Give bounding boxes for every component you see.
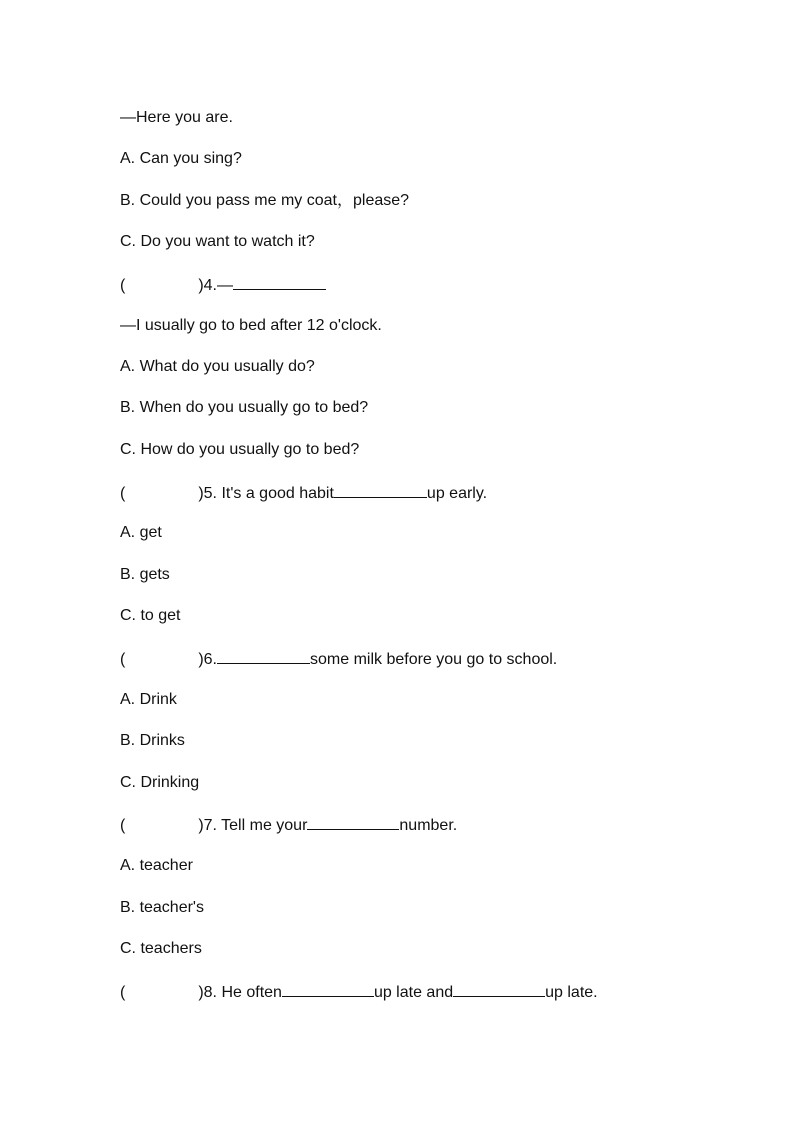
fill-blank bbox=[233, 274, 326, 290]
question-8 bbox=[120, 981, 598, 1003]
question-text-middle: up late and bbox=[373, 984, 454, 1001]
question-number: )4.— bbox=[198, 277, 233, 294]
paren-open: ( bbox=[120, 277, 126, 294]
question-4 bbox=[120, 274, 326, 296]
option-a: A. What do you usually do? bbox=[120, 358, 315, 375]
option-a: A. teacher bbox=[120, 857, 193, 874]
answer-line: —I usually go to bed after 12 o'clock. bbox=[120, 317, 382, 334]
option-c: C. Drinking bbox=[120, 774, 200, 791]
option-a: A. Drink bbox=[120, 691, 177, 708]
paren-open: ( bbox=[120, 651, 126, 668]
question-7 bbox=[120, 814, 457, 836]
paren-open: ( bbox=[120, 485, 126, 502]
question-text: )5. It's a good habit bbox=[198, 485, 334, 502]
question-text: )7. Tell me your bbox=[198, 817, 308, 834]
option-b: B. gets bbox=[120, 566, 170, 583]
option-b: B. teacher's bbox=[120, 899, 204, 916]
question-text: )8. He often bbox=[198, 984, 282, 1001]
fill-blank bbox=[453, 981, 545, 997]
question-text-after: number. bbox=[399, 817, 458, 834]
option-c: C. Do you want to watch it? bbox=[120, 233, 315, 250]
question-5 bbox=[120, 482, 487, 504]
option-a: A. get bbox=[120, 524, 162, 541]
question-text-after: up early. bbox=[426, 485, 488, 502]
option-b: B. Could you pass me my coat，please? bbox=[120, 192, 410, 209]
option-c: C. to get bbox=[120, 607, 181, 624]
fill-blank bbox=[282, 981, 374, 997]
question-6 bbox=[120, 648, 557, 670]
question-text-after: some milk before you go to school. bbox=[310, 651, 558, 668]
paren-open: ( bbox=[120, 984, 126, 1001]
fill-blank bbox=[307, 814, 399, 830]
answer-line: —Here you are. bbox=[120, 109, 233, 126]
question-text: )6. bbox=[198, 651, 217, 668]
option-c: C. teachers bbox=[120, 940, 202, 957]
question-text-after: up late. bbox=[545, 984, 598, 1001]
option-a: A. Can you sing? bbox=[120, 150, 242, 167]
option-b: B. Drinks bbox=[120, 732, 185, 749]
fill-blank bbox=[334, 482, 427, 498]
paren-open: ( bbox=[120, 817, 126, 834]
option-c: C. How do you usually go to bed? bbox=[120, 441, 360, 458]
fill-blank bbox=[217, 648, 310, 664]
option-b: B. When do you usually go to bed? bbox=[120, 399, 369, 416]
